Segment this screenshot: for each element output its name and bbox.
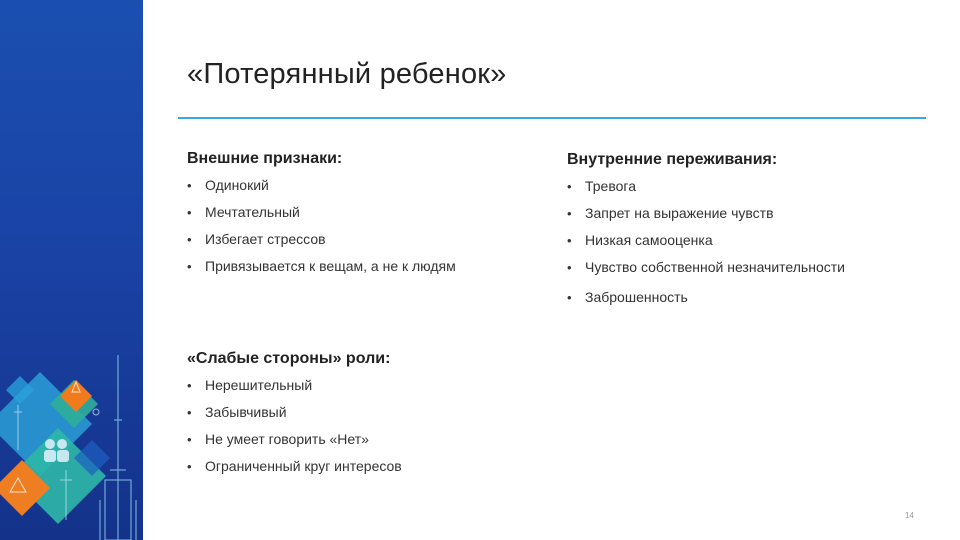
internal-feelings-section xyxy=(567,151,845,316)
list-item: • Привязывается к вещам, а не к людям xyxy=(187,258,456,285)
list-item: • Чувство собственной незначительности xyxy=(567,259,845,286)
list-item: • Одинокий xyxy=(187,177,456,204)
list-item: • Запрет на выражение чувств xyxy=(567,205,845,232)
list-item: • Заброшенность xyxy=(567,289,845,316)
list-item: • Избегает стрессов xyxy=(187,231,456,258)
slide-title: «Потерянный ребенок» xyxy=(187,58,507,90)
list-item: • Забывчивый xyxy=(187,404,402,431)
list-item: • Не умеет говорить «Нет» xyxy=(187,431,402,458)
internal-feelings-heading: Внутренние переживания: xyxy=(567,151,778,168)
external-signs-section xyxy=(187,150,456,285)
weak-sides-section xyxy=(187,350,402,485)
page-number: 14 xyxy=(905,511,914,520)
list-item: • Тревога xyxy=(567,178,845,205)
list-item: • Мечтательный xyxy=(187,204,456,231)
external-signs-heading: Внешние признаки: xyxy=(187,150,343,167)
city-ornament-graphic xyxy=(0,0,143,540)
internal-feelings-list xyxy=(567,178,845,316)
list-item: • Нерешительный xyxy=(187,377,402,404)
weak-sides-list xyxy=(187,377,402,485)
external-signs-list xyxy=(187,177,456,285)
list-item: • Низкая самооценка xyxy=(567,232,845,259)
title-underline xyxy=(178,117,926,119)
decorative-sidebar xyxy=(0,0,143,540)
weak-sides-heading: «Слабые стороны» роли: xyxy=(187,350,391,367)
list-item: • Ограниченный круг интересов xyxy=(187,458,402,485)
